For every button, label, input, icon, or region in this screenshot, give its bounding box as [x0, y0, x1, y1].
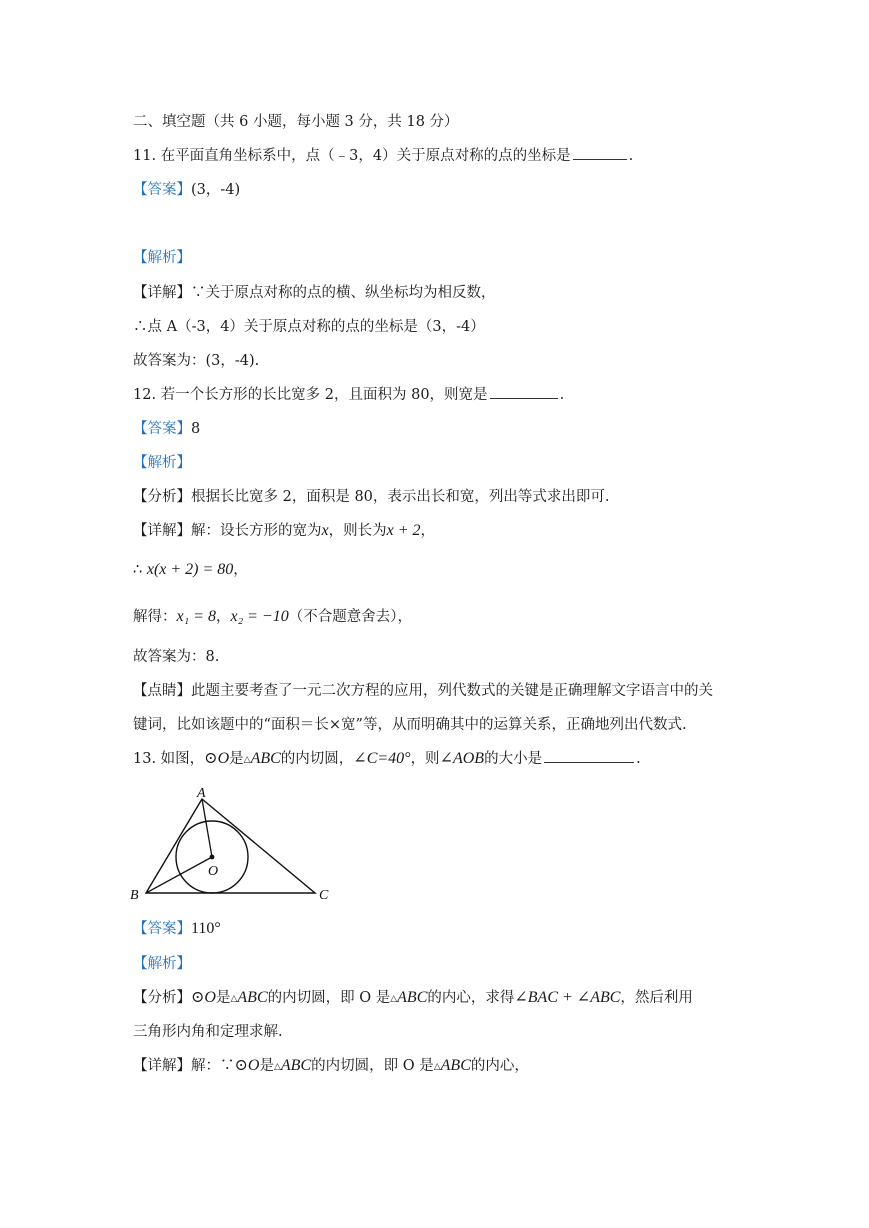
q13-answer-blank	[544, 762, 634, 763]
q12-detail-text-c: ，	[420, 523, 436, 539]
q12-solve-post: （不合题意舍去），	[288, 609, 412, 625]
q13-abc: ABC	[250, 750, 281, 767]
segment-ob	[146, 857, 212, 893]
q13-analysis-tag: 【分析】	[133, 990, 191, 1006]
q13-question-c: 的内切圆，	[280, 751, 354, 767]
q13-analysis-d: 的内心，求得	[427, 990, 515, 1006]
triangle-symbol: △	[390, 994, 398, 1004]
q13-circle-o: ⊙O	[204, 750, 230, 767]
q12-jiexi-tag: 【解析】	[133, 455, 191, 471]
section-title: 二、填空题（共 6 小题，每小题 3 分，共 18 分）	[133, 114, 459, 130]
q13-question-d: ，则	[410, 751, 440, 767]
q13-detail-tag: 【详解】	[133, 1058, 191, 1074]
q13-detail-c: 的内切圆，即 O 是	[311, 1058, 434, 1074]
q13-analysis-abc-2: ABC	[397, 989, 428, 1006]
q12-detail-text-b: ，则长为	[328, 523, 387, 539]
q12-x1: x₁ = 8	[176, 608, 216, 625]
q12-detail-1	[133, 521, 435, 541]
q13-detail-circle-o: ⊙O	[234, 1057, 260, 1074]
q11-answer	[133, 180, 240, 200]
q12-answer	[133, 419, 200, 439]
segment-oa	[202, 799, 212, 857]
q13-analysis-b: 是	[215, 990, 231, 1006]
q12-detail-text-a: 解：设长方形的宽为	[191, 523, 322, 539]
q12-equation-expr: x(x + 2) = 80	[146, 561, 234, 578]
label-b: B	[130, 888, 139, 903]
q12-detail-tag: 【详解】	[133, 523, 191, 539]
q13-analysis-1	[133, 988, 693, 1009]
q13-detail-a: 解：∵	[191, 1058, 235, 1074]
q11-jiexi-tag: 【解析】	[133, 250, 191, 266]
q13-triangle-figure	[125, 780, 345, 910]
q11-detail-2: ∴点 A（-3，4）关于原点对称的点的坐标是（3，-4）	[133, 319, 485, 335]
q12-equation	[133, 560, 248, 580]
q13-detail-b: 是	[259, 1058, 274, 1074]
q13-angle-c: ∠C=40°	[353, 750, 411, 767]
label-c: C	[319, 888, 329, 903]
q13-question-b: 是	[229, 751, 244, 767]
q13-answer	[133, 919, 221, 939]
triangle-symbol: △	[230, 994, 238, 1004]
triangle-symbol: △	[433, 1062, 441, 1072]
q12-question-end: .	[559, 387, 565, 403]
q12-answer-value: 8	[191, 421, 201, 437]
q11-detail-tag: 【详解】	[133, 285, 191, 301]
q12-comment-1	[133, 681, 713, 701]
q12-answer-blank	[490, 398, 558, 399]
q13-jiexi-tag: 【解析】	[133, 956, 191, 972]
q13-analysis-e: ，然后利用	[620, 990, 693, 1006]
q12-comment-2: 键词，比如该题中的“面积＝长×宽”等，从而明确其中的运算关系，正确地列出代数式.	[133, 717, 687, 733]
q12-conclusion: 故答案为：8.	[133, 649, 220, 665]
q12-x2: x₂ = −10	[230, 608, 289, 625]
q13-analysis-c: 的内切圆，即 O 是	[267, 990, 391, 1006]
q11-answer-tag: 【答案】	[133, 182, 191, 198]
q12-answer-tag: 【答案】	[133, 421, 191, 437]
q13-answer-tag: 【答案】	[133, 921, 191, 937]
center-point-o	[210, 855, 215, 860]
q12-comment-tag: 【点睛】	[133, 683, 191, 699]
q13-angle-aob: ∠AOB	[439, 750, 485, 767]
q12-var-x: x	[321, 522, 329, 539]
q13-answer-value: 110°	[191, 920, 221, 937]
q12-solve: 解得：x₁ = 8，x₂ = −10（不合题意舍去），	[133, 608, 412, 625]
label-a: A	[197, 786, 206, 801]
q12-analysis-text: 根据长比宽多 2，面积是 80，表示出长和宽，列出等式求出即可.	[191, 489, 610, 505]
q12-question	[133, 385, 564, 405]
q13-detail-abc: ABC	[280, 1057, 312, 1074]
q11-answer-value: (3，-4)	[191, 182, 241, 198]
q11-question	[133, 146, 633, 166]
q13-analysis-abc: ABC	[237, 989, 268, 1006]
q13-analysis-2: 三角形内角和定理求解.	[133, 1024, 283, 1040]
q13-detail-d: 的内心，	[470, 1058, 529, 1074]
triangle-symbol: △	[273, 1062, 281, 1072]
q11-question-text: 11. 在平面直角坐标系中，点（﹣3，4）关于原点对称的点的坐标是	[133, 148, 571, 164]
q11-detail-text-1: ∵关于原点对称的点的横、纵坐标均为相反数，	[191, 285, 496, 301]
q13-detail-1	[133, 1056, 529, 1077]
q11-detail-3: 故答案为：(3，-4).	[133, 353, 260, 369]
q13-analysis-expr: ∠BAC + ∠ABC	[514, 989, 621, 1006]
q13-question-end: .	[636, 751, 641, 767]
q11-question-end: .	[628, 148, 634, 164]
q13-detail-abc-2: ABC	[440, 1057, 471, 1074]
q12-expr-x-plus-2: x + 2	[386, 522, 421, 539]
q11-answer-blank	[573, 159, 627, 160]
q12-solve-pre: 解得：	[133, 609, 177, 625]
q11-detail-1	[133, 283, 496, 303]
q12-equation-tail: ，	[233, 562, 248, 578]
label-o: O	[208, 864, 219, 879]
q13-question-e: 的大小是	[484, 751, 543, 767]
q12-question-text: 12. 若一个长方形的长比宽多 2，且面积为 80，则宽是	[133, 387, 488, 403]
q13-question	[133, 749, 641, 770]
triangle-symbol: △	[243, 755, 251, 765]
q12-comment-text-1: 此题主要考查了一元二次方程的应用，列代数式的关键是正确理解文字语言中的关	[191, 683, 713, 699]
q12-analysis	[133, 487, 610, 507]
q12-analysis-tag: 【分析】	[133, 489, 191, 505]
q13-analysis-circle-o: ⊙O	[191, 989, 216, 1006]
q12-therefore: ∴	[133, 562, 143, 578]
q13-question-a: 13. 如图，	[133, 751, 205, 767]
